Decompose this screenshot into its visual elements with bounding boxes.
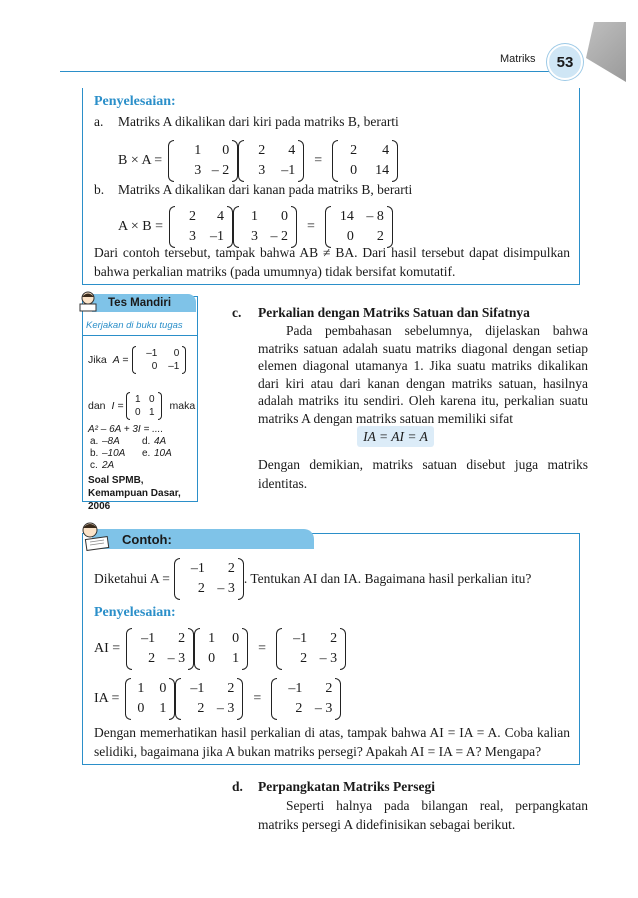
- ai-matrix-I: 1 0 0 1: [194, 628, 248, 670]
- equals-sign: =: [258, 641, 267, 656]
- solution-title-1: Penyelesaian:: [94, 94, 176, 109]
- identity-formula-box: [357, 426, 434, 447]
- tes-matrix-I: 1 0 0 1: [126, 392, 162, 420]
- contoh-conclusion: Dengan memerhatikan hasil perkalian di atas, tampak bahwa AI = IA = A. Coba kalian selidiki, bagaimana jika A bukan matriks persegi? Apakah AI = IA = A? Mengapa?: [94, 725, 570, 759]
- matrix-A: 2 4 3 –1: [169, 206, 233, 248]
- contoh-prompt: [94, 557, 531, 601]
- header-rule: [60, 71, 558, 72]
- equals-sign: =: [314, 153, 323, 168]
- result-AB: 14 – 8 0 2: [325, 206, 393, 248]
- contoh-prompt-post: . Tentukan AI dan IA. Bagaimana hasil perkalian itu?: [243, 571, 532, 586]
- tes-dan: dan: [88, 400, 106, 412]
- ia-result: –1 2 2 – 3: [271, 678, 341, 720]
- section-c-title: Perkalian dengan Matriks Satuan dan Sifatnya: [258, 305, 530, 320]
- tes-question: A² – 6A + 3I = ....: [88, 424, 164, 435]
- tes-a-eq: A =: [112, 354, 129, 366]
- equation-AI: [94, 627, 346, 671]
- section-d-body: Seperti halnya pada bilangan real, perpangkatan matriks persegi A didefinisikan sebagai berikut.: [258, 798, 588, 832]
- ai-matrix-A: –1 2 2 – 3: [126, 628, 194, 670]
- page-number-badge: [547, 44, 583, 80]
- equation-IA: [94, 677, 341, 721]
- contoh-tab: [92, 529, 314, 549]
- student-writing-icon: [78, 521, 112, 551]
- contoh-prompt-pre: Diketahui A =: [94, 571, 170, 586]
- section-c-body: Pada pembahasan sebelumnya, dijelaskan bahwa matriks satuan adalah suatu matriks diagonal dengan setiap elemen diagonal utamanya 1. Jika suatu matriks dikalikan dari kiri atau dari kanan dengan matriks satuan, hasilnya adalah matriks itu sendiri. Oleh karena itu, perkalian suatu matriks A dengan matriks satuan memiliki sifat: [258, 323, 588, 426]
- tes-mandiri-title: Tes Mandiri: [108, 297, 172, 309]
- step-a-label: a.: [94, 114, 104, 129]
- matrix-B: 1 0 3 – 2: [233, 206, 297, 248]
- ia-matrix-I: 1 0 0 1: [125, 678, 175, 720]
- contoh-title: Contoh:: [122, 531, 172, 547]
- tes-mandiri-divider: [82, 335, 198, 336]
- section-c-closing: Dengan demikian, matriks satuan disebut juga matriks identitas.: [258, 457, 588, 491]
- matrix-B: 1 0 3 – 2: [168, 140, 238, 182]
- equals-sign: =: [306, 219, 315, 234]
- tes-matrix-I-row: [88, 392, 195, 420]
- step-a-text: Matriks A dikalikan dari kiri pada matriks B, berarti: [118, 114, 399, 129]
- conclusion-noncommutative: Dari contoh tersebut, tampak bahwa AB ≠ BA. Dari hasil tersebut dapat disimpulkan bahwa perkalian matriks (pada umumnya) tidak bersifat komutatif.: [94, 245, 570, 279]
- tes-i-eq: I =: [111, 400, 124, 412]
- result-BA: 2 4 0 14: [332, 140, 398, 182]
- section-d-label: d.: [232, 779, 243, 794]
- equals-sign: =: [253, 691, 262, 706]
- step-b-label: b.: [94, 182, 105, 197]
- tes-option-row: c. 2A: [90, 460, 115, 471]
- tes-mandiri-subtitle: Kerjakan di buku tugas: [86, 320, 183, 331]
- section-d-title: Perpangkatan Matriks Persegi: [258, 779, 435, 794]
- page-number: 53: [556, 53, 574, 71]
- matrix-A: 2 4 3 –1: [238, 140, 304, 182]
- tes-source: Soal SPMB, Kemampuan Dasar, 2006: [88, 475, 181, 512]
- identity-formula: IA = AI = A: [363, 428, 428, 444]
- tes-matrix-A-row: [88, 346, 186, 374]
- student-icon: [76, 289, 100, 313]
- section-c-label: c.: [232, 305, 242, 320]
- contoh-solution-title: Penyelesaian:: [94, 605, 176, 620]
- tes-mandiri-tab: [92, 294, 196, 312]
- eq-b-lhs: A × B =: [118, 219, 163, 234]
- contoh-matrix-A: –1 2 2 – 3: [174, 558, 244, 600]
- tes-jika: Jika: [88, 354, 107, 366]
- ai-result: –1 2 2 – 3: [276, 628, 346, 670]
- chapter-title: Matriks: [500, 53, 536, 65]
- eq-a-lhs: B × A =: [118, 153, 163, 168]
- tes-matrix-A: –1 0 0 –1: [132, 346, 186, 374]
- equation-BA: [118, 137, 398, 185]
- ia-matrix-A: –1 2 2 – 3: [175, 678, 243, 720]
- tes-maka: maka: [169, 400, 196, 412]
- tes-option-row: a. –8A d. 4A: [90, 436, 167, 447]
- tes-options: [90, 436, 172, 472]
- ia-lhs: IA =: [94, 691, 120, 706]
- corner-decoration: [586, 22, 626, 82]
- ai-lhs: AI =: [94, 641, 121, 656]
- tes-option-row: b. –10A e. 10A: [90, 448, 172, 459]
- step-b-text: Matriks A dikalikan dari kanan pada matriks B, berarti: [118, 182, 413, 197]
